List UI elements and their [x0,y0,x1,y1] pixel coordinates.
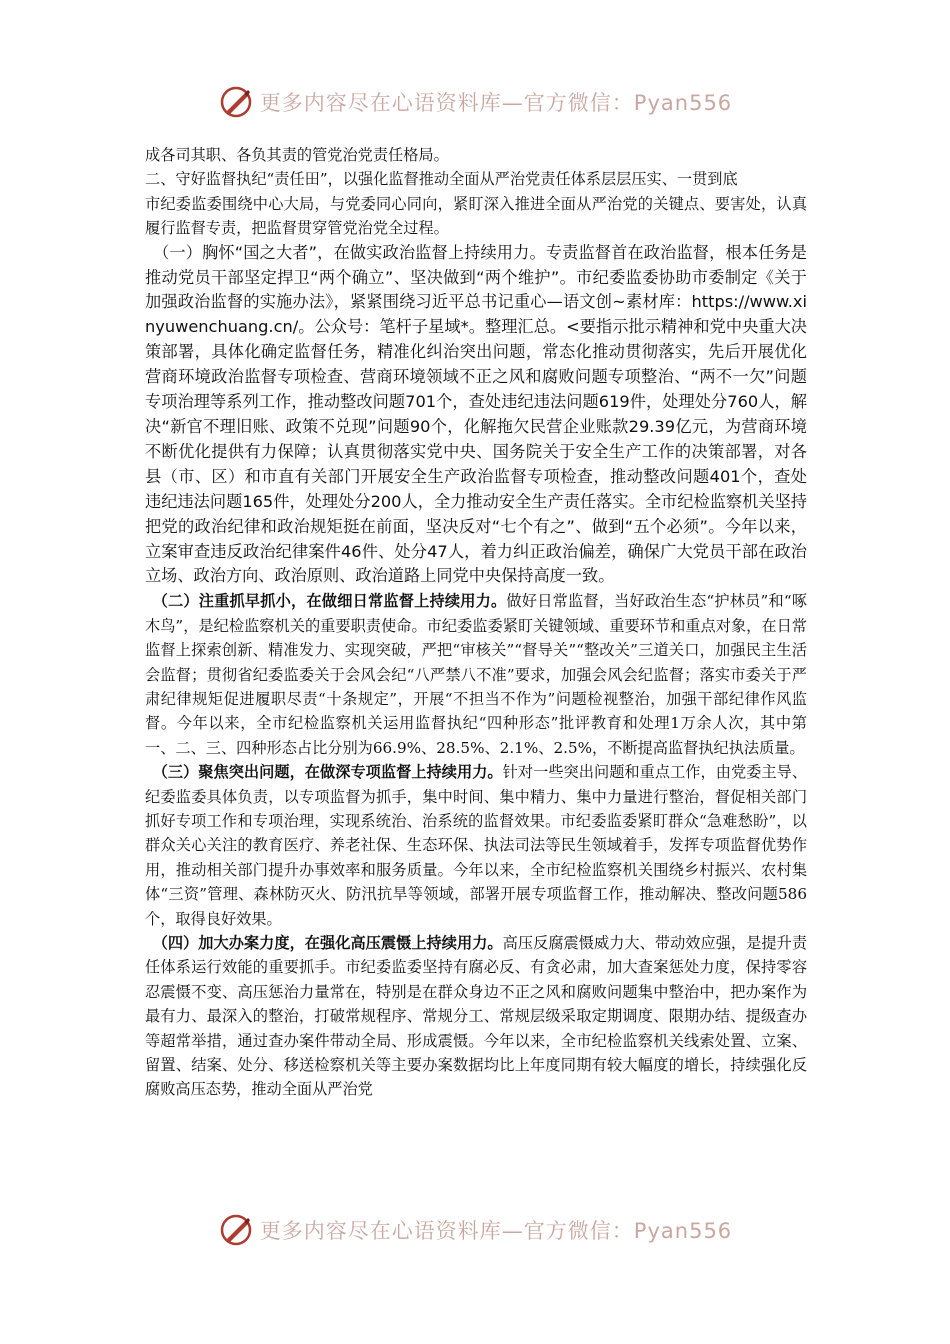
paragraph-lead: （二）注重抓早抓小，在做细日常监督上持续用力。 [152,592,507,611]
paragraph-continuation: 成各司其职、各负其责的管党治党责任格局。 [145,146,449,164]
paragraph-lead: （四）加大办案力度，在强化高压震慑上持续用力。 [152,934,503,952]
watermark-text: 更多内容尽在心语资料库—官方微信：Pyan556 [259,1219,733,1243]
paragraph-case-handling [145,931,807,1102]
document-body [145,143,807,1102]
section-heading-2: 二、守好监督执纪“责任田”，以强化监督推动全面从严治党责任体系层层压实、一贯到底 [145,170,738,189]
paragraph-body: 高压反腐震慑威力大、带动效应强，是提升责任体系运行效能的重要抓手。市纪委监委坚持有腐必反、有贪必肃，加大查案惩处力度，保持零容忍震慑不变、高压惩治力量常在，特别是在群众身边不正之风和腐败问题集中整治中，把办案作为最有力、最深入的整治，打破常规程序、常规分工、常规层级采取定期调度、限期办结、提级查办等超常举措，通过查办案件带动全局、形成震慑。今年以来，全市纪检监察机关线索处置、立案、留置、结案、处分、移送检察机关等主要办案数据均比上年度同期有较大幅度的增长，持续强化反腐败高压态势，推动全面从严治党 [145,934,808,1099]
paragraph-body: 针对一些突出问题和重点工作，由党委主导、纪委监委具体负责，以专项监督为抓手，集中时间、集中精力、集中力量进行整治，督促相关部门抓好专项工作和专项治理，实现系统治、治系统的监督效果。市纪委监委紧盯群众“急难愁盼”，以群众关心关注的教育医疗、养老社保、生态环保、执法司法等民生领域着手，发挥专项监督优势作用，推动相关部门提升办事效率和服务质量。今年以来，全市纪检监察机关围绕乡村振兴、农村集体“三资”管理、森林防灭火、防汛抗旱等领域，部署开展专项监督工作，推动解决、整改问题586个，取得良好效果。 [145,763,808,928]
footer-watermark-banner [0,1208,950,1252]
paragraph-intro: 市纪委监委围绕中心大局，与党委同心同向，紧盯深入推进全面从严治党的关键点、要害处，认真履行监督专责，把监督贯穿管党治党全过程。 [145,194,807,238]
header-watermark-banner [0,80,950,124]
paragraph-political-supervision: （一）胸怀“国之大者”，在做实政治监督上持续用力。专责监督首在政治监督，根本任务是推动党员干部坚定捍卫“两个确立”、坚决做到“两个维护”。市纪委监委协助市委制定《关于加强政治监督的实施办法》，紧紧围绕习近平总书记重心—语文创~素材库：https://www.xinyuwenchuang.cn/。公众号：笔杆子星域*。整理汇总。<要指示批示精神和党中央重大决策部署，具体化确定监督任务，精准化纠治突出问题，常态化推动贯彻落实，先后开展优化营商环境政治监督专项检查、营商环境领域不正之风和腐败问题专项整治、“两不一欠”问题专项治理等系列工作，推动整改问题701个，查处违纪违法问题619件，处理处分760人，解决“新官不理旧账、政策不兑现”问题90个，化解拖欠民营企业账款29.39亿元，为营商环境不断优化提供有力保障；认真贯彻落实党中央、国务院关于安全生产工作的决策部署，对各县（市、区）和市直有关部门开展安全生产政治监督专项检查，推动整改问题401个，查处违纪违法问题165件，处理处分200人，全力推动安全生产责任落实。全市纪检监察机关坚持把党的政治纪律和政治规矩挺在前面，坚决反对“七个有之”、做到“五个必须”。今年以来，立案审查违反政治纪律案件46件、处分47人，着力纠正政治偏差，确保广大党员干部在政治立场、政治方向、政治原则、政治道路上同党中央保持高度一致。 [145,242,807,586]
paragraph-daily-supervision [145,589,807,760]
paragraph-body: 做好日常监督，当好政治生态“护林员”和“啄木鸟”，是纪检监察机关的重要职责使命。市纪委监委紧盯关键领域、重要环节和重点对象，在日常监督上探索创新、精准发力、实现突破，严把“审核关”“督导关”“整改关”三道关口，加强民主生活会监督；贯彻省纪委监委关于会风会纪“八严禁八不准”要求，加强会风会纪监督；落实市委关于严肃纪律规矩促进履职尽责“十条规定”，开展“不担当不作为”问题检视整治，加强干部纪律作风监督。今年以来，全市纪检监察机关运用监督执纪“四种形态”批评教育和处理1万余人次，其中第一、二、三、四种形态占比分别为66.9%、28.5%、2.1%、2.5%，不断提高监督执纪执法质量。 [145,592,808,757]
paragraph-special-supervision [145,760,807,931]
paragraph-lead: （三）聚焦突出问题，在做深专项监督上持续用力。 [152,763,503,782]
watermark-text: 更多内容尽在心语资料库—官方微信：Pyan556 [259,91,733,115]
calligraphy-pen-logo-icon [218,1212,254,1248]
calligraphy-pen-logo-icon [218,84,254,120]
